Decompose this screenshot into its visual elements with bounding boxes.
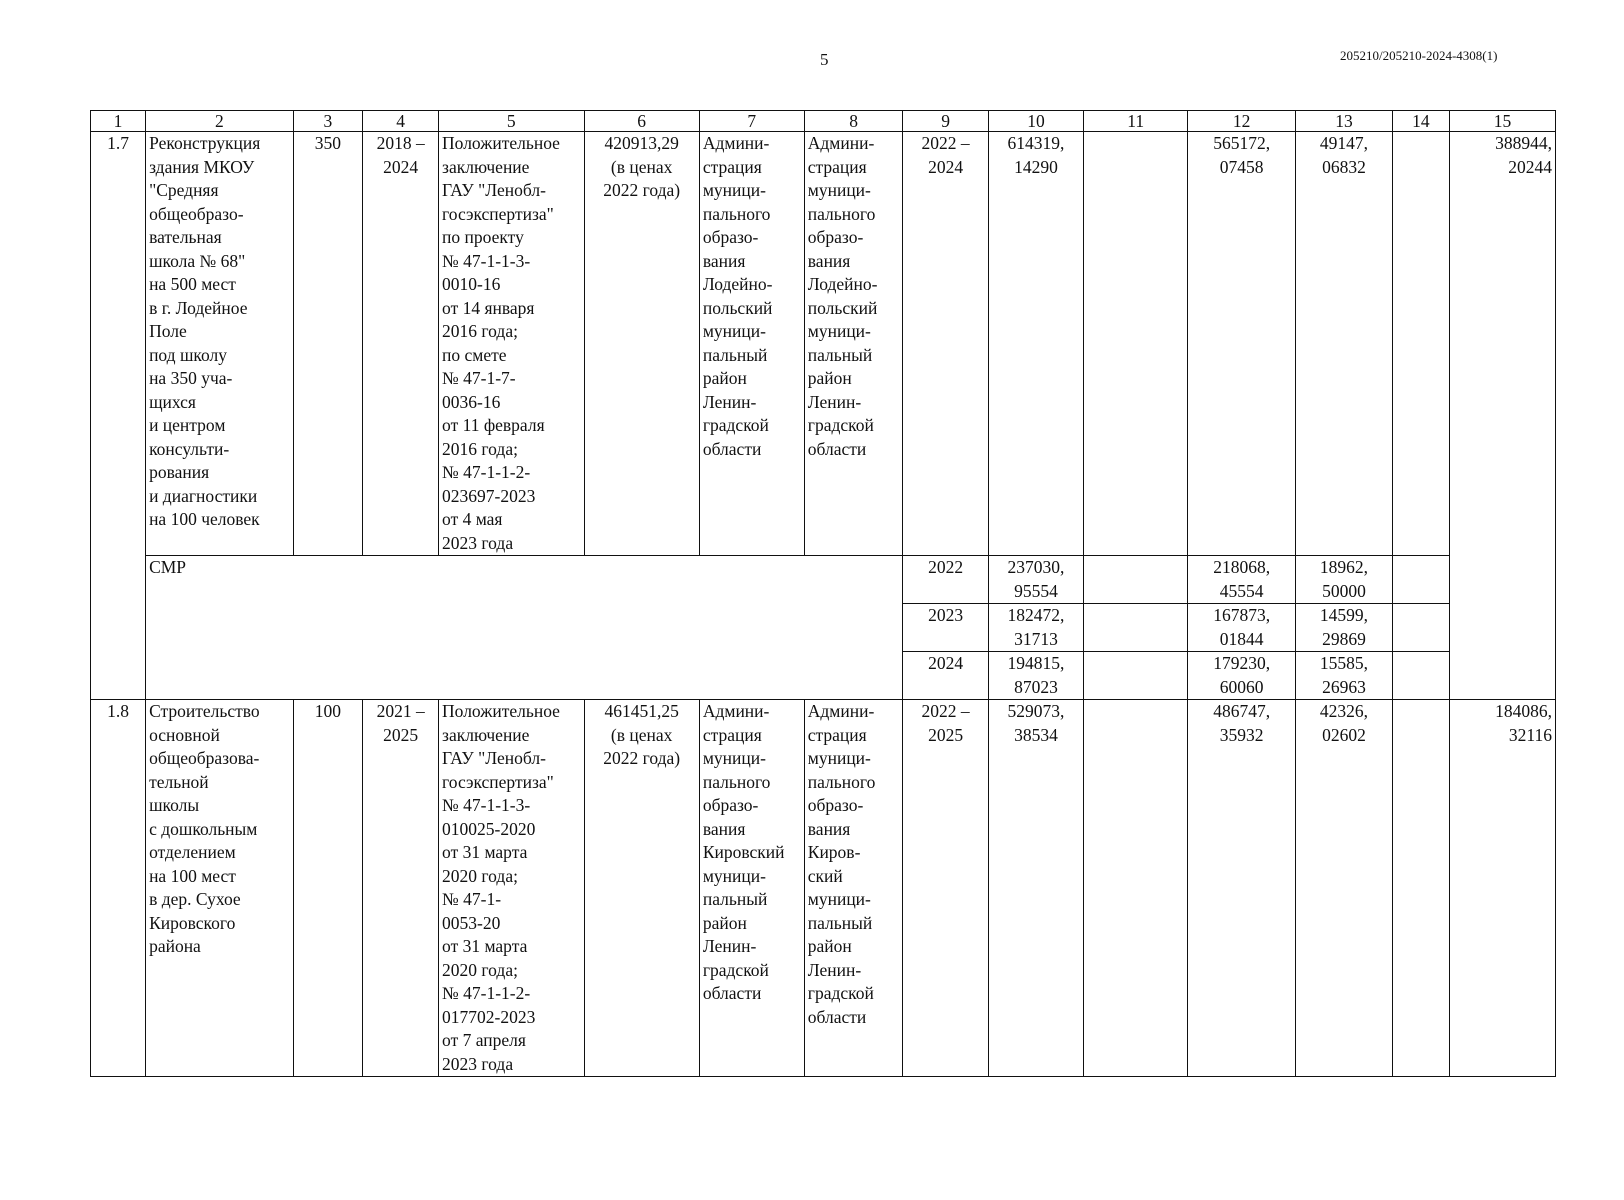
column-15-value: 388944, 20244: [1449, 132, 1555, 700]
column-number: 4: [363, 111, 439, 132]
row-number: 1.8: [91, 700, 146, 1077]
object-name: Строительство основной общеобразова- тельной школы с дошкольным отделением на 100 мест в дер. Сухое Кировского района: [146, 700, 294, 1077]
smr-label: СМР: [146, 556, 903, 700]
total-amount: 614319, 14290: [988, 132, 1084, 556]
expertise-conclusion: Положительное заключение ГАУ "Ленобл- госэкспертиза" по проекту № 47-1-1-3- 0010-16 от 14 января 2016 года; по смете № 47-1-7- 0036-16 от 11 февраля 2016 года; № 47-1-1-2- 023697-2023 от 4 мая 2023 года: [439, 132, 584, 556]
smr-column-13: 14599, 29869: [1296, 604, 1393, 652]
column-number: 5: [439, 111, 584, 132]
column-number: 10: [988, 111, 1084, 132]
column-number: 9: [903, 111, 988, 132]
column-number: 1: [91, 111, 146, 132]
total-amount: 529073, 38534: [988, 700, 1084, 1077]
financing-period: 2022 – 2025: [903, 700, 988, 1077]
capacity: 350: [293, 132, 363, 556]
table-row: [91, 700, 1556, 1077]
column-number: 6: [584, 111, 699, 132]
construction-years: 2018 – 2024: [363, 132, 439, 556]
developer: Админи- страция муници- пального образо- вания Киров- ский муници- пальный район Ленин- градской области: [804, 700, 903, 1077]
customer: Админи- страция муници- пального образо- вания Кировский муници- пальный район Ленин- градской области: [699, 700, 804, 1077]
smr-column-14: [1392, 604, 1449, 652]
smr-column-11: [1084, 604, 1188, 652]
smr-year: 2022: [903, 556, 988, 604]
capacity: 100: [293, 700, 363, 1077]
column-11-value: [1084, 132, 1188, 556]
smr-column-12: 167873, 01844: [1188, 604, 1296, 652]
estimated-cost: 420913,29 (в ценах 2022 года): [584, 132, 699, 556]
smr-column-14: [1392, 556, 1449, 604]
developer: Админи- страция муници- пального образо- вания Лодейно- польский муници- пальный район Ленин- градской области: [804, 132, 903, 556]
column-15-value: 184086, 32116: [1449, 700, 1555, 1077]
page-number: 5: [820, 50, 829, 69]
column-number: 13: [1296, 111, 1393, 132]
smr-column-14: [1392, 652, 1449, 700]
smr-column-13: 18962, 50000: [1296, 556, 1393, 604]
column-11-value: [1084, 700, 1188, 1077]
column-13-value: 49147, 06832: [1296, 132, 1393, 556]
object-name: Реконструкция здания МКОУ "Средняя общеобразо- вательная школа № 68" на 500 мест в г. Лодейное Поле под школу на 350 уча- щихся и центром консульти- рования и диагностики на 100 человек: [146, 132, 294, 556]
expertise-conclusion: Положительное заключение ГАУ "Ленобл- госэкспертиза" № 47-1-1-3- 010025-2020 от 31 марта 2020 года; № 47-1- 0053-20 от 31 марта 2020 года; № 47-1-1-2- 017702-2023 от 7 апреля 2023 года: [439, 700, 584, 1077]
column-13-value: 42326, 02602: [1296, 700, 1393, 1077]
column-number: 8: [804, 111, 903, 132]
smr-column-10: 194815, 87023: [988, 652, 1084, 700]
construction-years: 2021 – 2025: [363, 700, 439, 1077]
smr-column-10: 237030, 95554: [988, 556, 1084, 604]
smr-column-12: 218068, 45554: [1188, 556, 1296, 604]
customer: Админи- страция муници- пального образо- вания Лодейно- польский муници- пальный район Ленин- градской области: [699, 132, 804, 556]
column-number: 2: [146, 111, 294, 132]
column-14-value: [1392, 700, 1449, 1077]
smr-column-10: 182472, 31713: [988, 604, 1084, 652]
smr-column-11: [1084, 556, 1188, 604]
column-12-value: 486747, 35932: [1188, 700, 1296, 1077]
table-row: [91, 556, 1556, 604]
investment-objects-table: [90, 110, 1556, 1077]
row-number: 1.7: [91, 132, 146, 700]
financing-period: 2022 – 2024: [903, 132, 988, 556]
column-number: 14: [1392, 111, 1449, 132]
smr-column-11: [1084, 652, 1188, 700]
smr-column-13: 15585, 26963: [1296, 652, 1393, 700]
table-row: [91, 132, 1556, 556]
smr-year: 2024: [903, 652, 988, 700]
column-number-row: [91, 111, 1556, 132]
column-number: 15: [1449, 111, 1555, 132]
document-id: 205210/205210-2024-4308(1): [1340, 48, 1498, 63]
smr-year: 2023: [903, 604, 988, 652]
estimated-cost: 461451,25 (в ценах 2022 года): [584, 700, 699, 1077]
column-number: 11: [1084, 111, 1188, 132]
column-14-value: [1392, 132, 1449, 556]
column-12-value: 565172, 07458: [1188, 132, 1296, 556]
smr-column-12: 179230, 60060: [1188, 652, 1296, 700]
column-number: 7: [699, 111, 804, 132]
column-number: 3: [293, 111, 363, 132]
column-number: 12: [1188, 111, 1296, 132]
